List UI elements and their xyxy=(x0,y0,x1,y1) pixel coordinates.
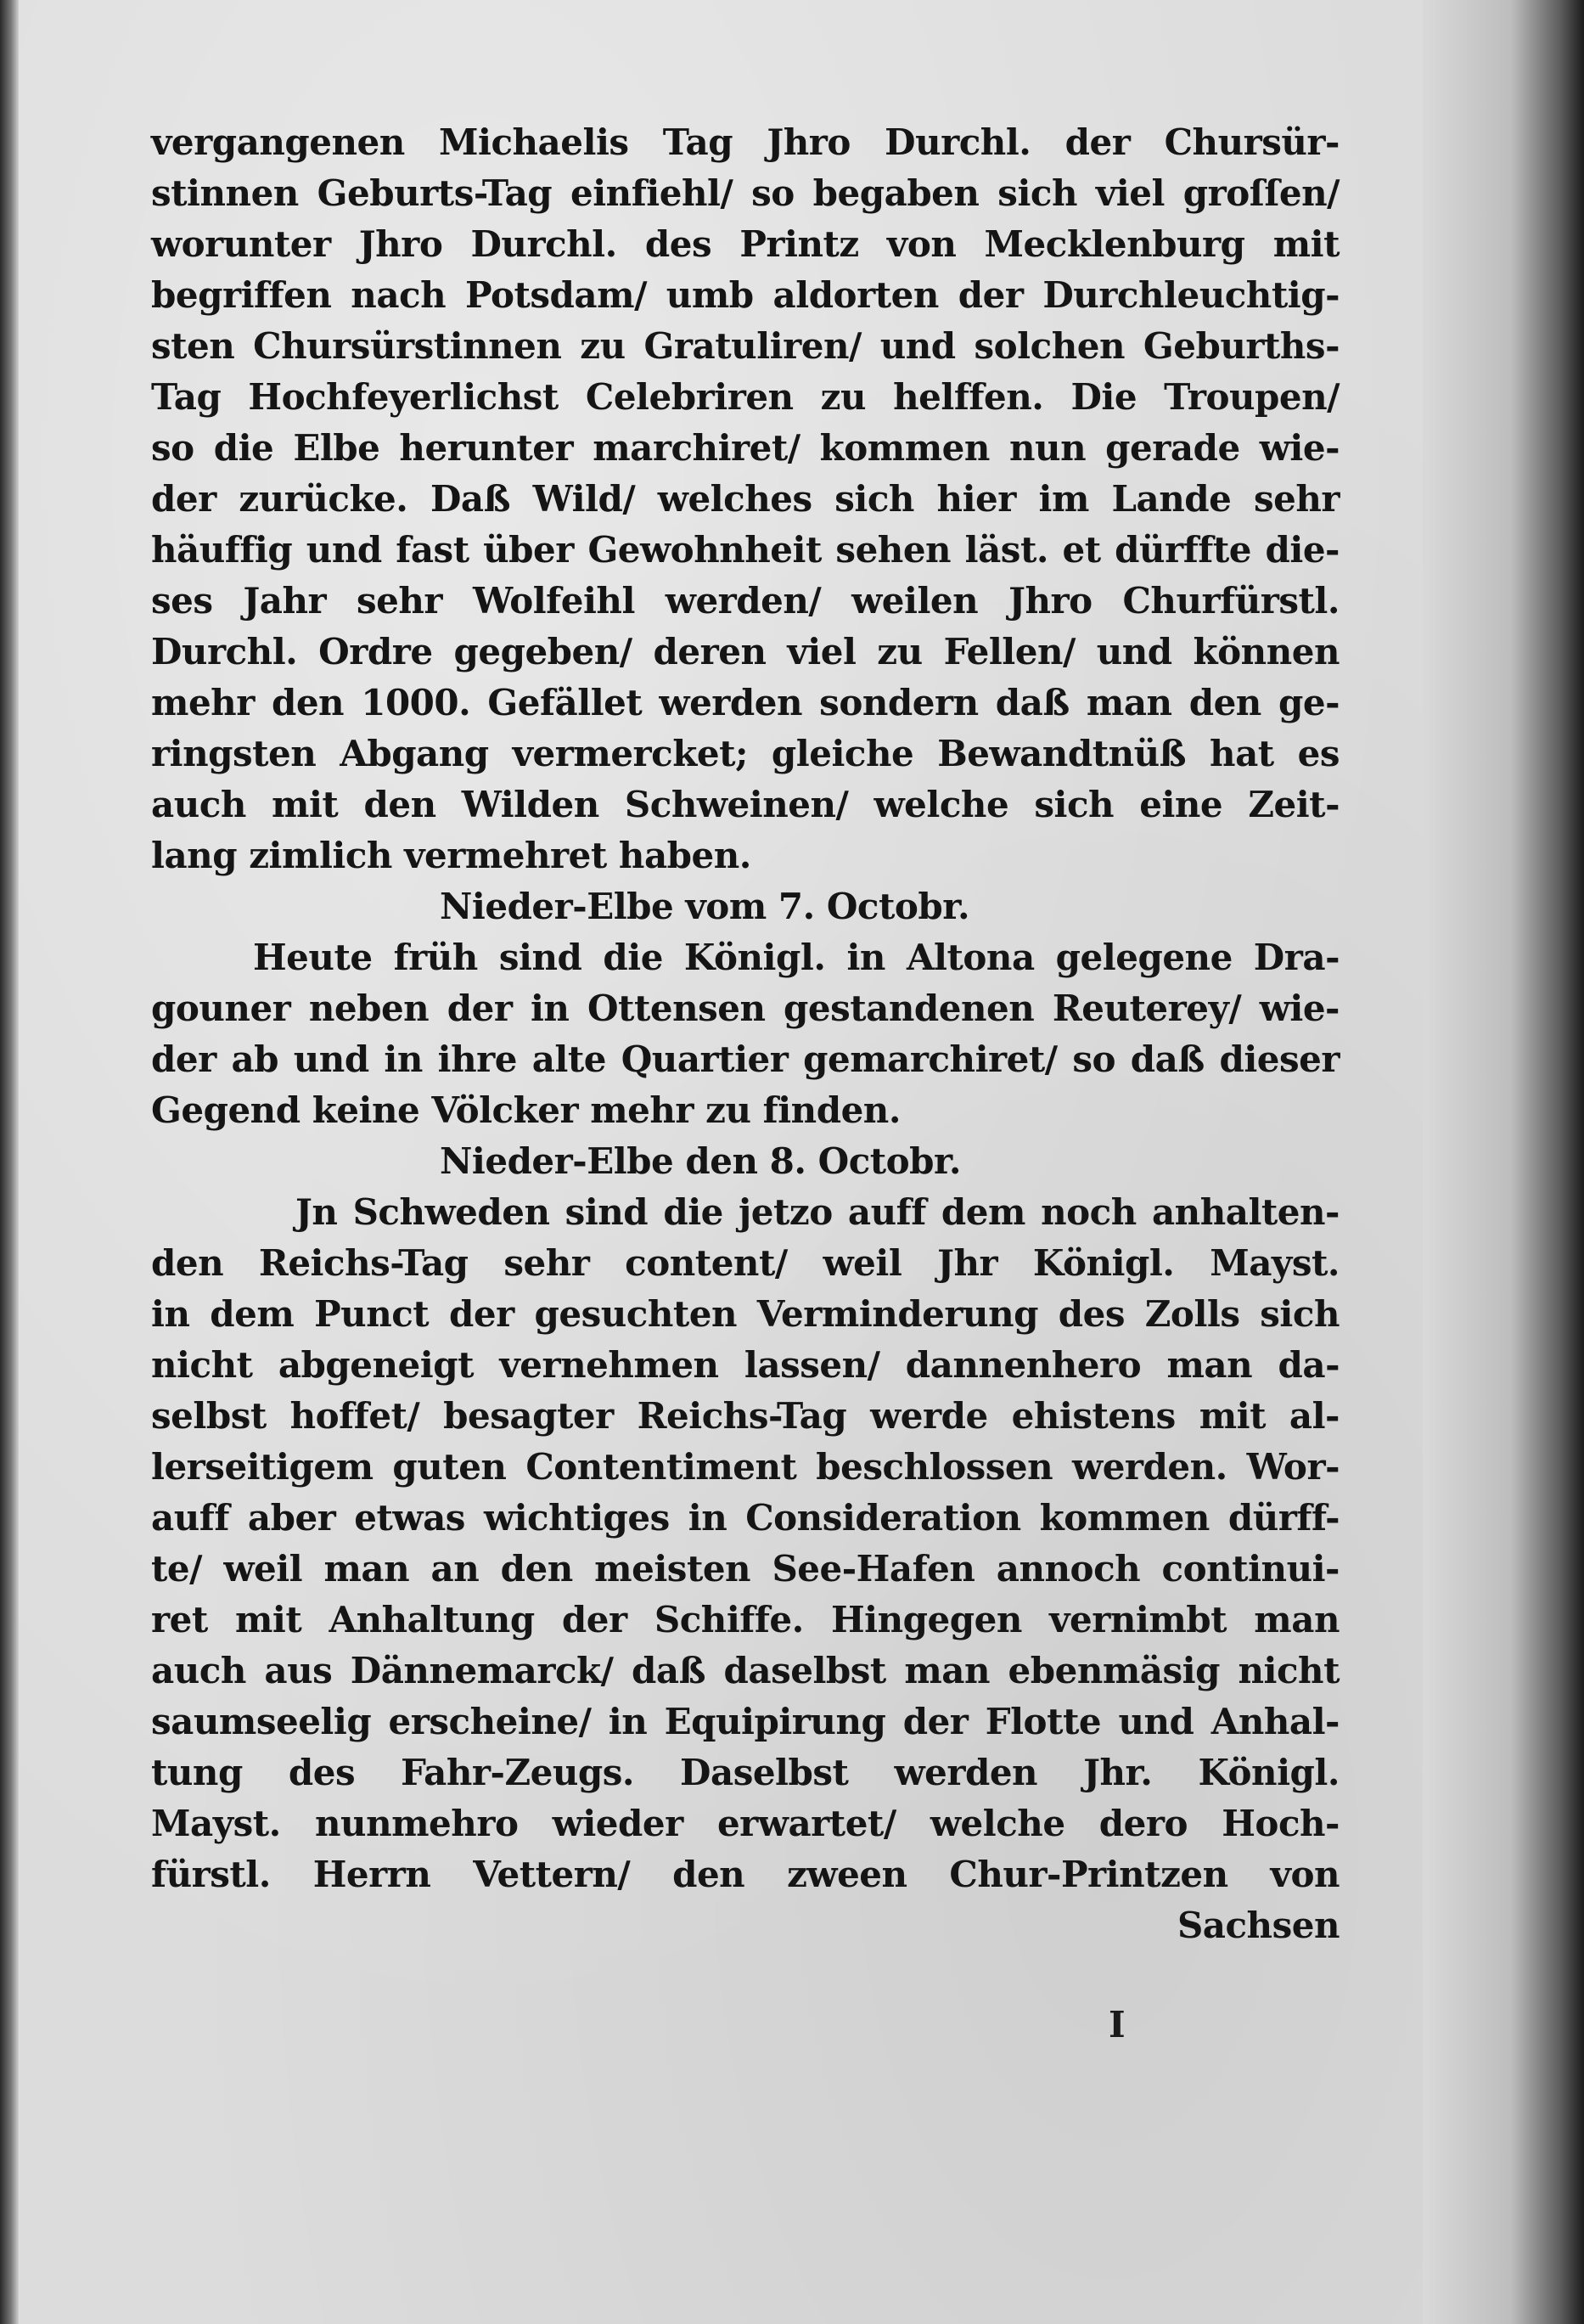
text-line: häuffig und fast über Gewohnheit sehen läst. et dürffte die- xyxy=(151,529,1340,571)
text-line: Tag Hochfeyerlichst Celebriren zu helffen. Die Troupen/ xyxy=(151,376,1340,418)
text-line: in dem Punct der gesuchten Verminderung des Zolls sich xyxy=(151,1293,1340,1335)
text-line: sten Chursürstinnen zu Gratuliren/ und solchen Geburths- xyxy=(151,325,1340,367)
text-line: der ab und in ihre alte Quartier gemarchiret/ so daß dieser xyxy=(151,1038,1340,1080)
text-line: der zurücke. Daß Wild/ welches sich hier im Lande sehr xyxy=(151,478,1340,520)
text-line: ret mit Anhaltung der Schiffe. Hingegen vernimbt man xyxy=(151,1599,1340,1640)
text-line: so die Elbe herunter marchiret/ kommen nun gerade wie- xyxy=(151,427,1340,469)
text-line: Jn Schweden sind die jetzo auff dem noch anhalten- xyxy=(295,1191,1340,1233)
text-block xyxy=(151,117,1340,1951)
text-line: auff aber etwas wichtiges in Consideration kommen dürff- xyxy=(151,1497,1340,1539)
text-line: fürstl. Herrn Vettern/ den zween Chur-Printzen von xyxy=(151,1854,1340,1895)
text-line: tung des Fahr-Zeugs. Daselbst werden Jhr. Königl. xyxy=(151,1752,1340,1793)
dateline-heading: Nieder-Elbe den 8. Octobr. xyxy=(440,1140,961,1182)
text-line: ses Jahr sehr Wolfeihl werden/ weilen Jhro Churfürstl. xyxy=(151,580,1340,622)
page-edge-left xyxy=(0,0,19,2324)
text-line: lerseitigem guten Contentiment beschlossen werden. Wor- xyxy=(151,1446,1340,1488)
text-line: ringsten Abgang vermercket; gleiche Bewandtnüß hat es xyxy=(151,733,1340,774)
text-line: Durchl. Ordre gegeben/ deren viel zu Fellen/ und können xyxy=(151,631,1340,672)
dateline-heading: Nieder-Elbe vom 7. Octobr. xyxy=(440,886,970,927)
text-line: stinnen Geburts-Tag einfiehl/ so begaben sich viel groſſen/ xyxy=(151,172,1340,214)
text-line: Heute früh sind die Königl. in Altona gelegene Dra- xyxy=(253,937,1340,978)
page-edge-right xyxy=(1423,0,1584,2324)
signature-mark: I xyxy=(1109,2004,1126,2045)
text-line: mehr den 1000. Gefället werden sondern daß man den ge- xyxy=(151,682,1340,723)
text-line: gouner neben der in Ottensen gestandenen Reuterey/ wie- xyxy=(151,988,1340,1029)
text-line: Mayst. nunmehro wieder erwartet/ welche dero Hoch- xyxy=(151,1803,1340,1844)
text-line: Gegend keine Völcker mehr zu finden. xyxy=(151,1089,901,1131)
text-line: nicht abgeneigt vernehmen lassen/ dannenhero man da- xyxy=(151,1344,1340,1386)
text-line: vergangenen Michaelis Tag Jhro Durchl. der Chursür- xyxy=(151,121,1340,163)
text-line: lang zimlich vermehret haben. xyxy=(151,835,751,876)
text-line: auch aus Dännemarck/ daß daselbst man ebenmäsig nicht xyxy=(151,1650,1340,1691)
text-line: begriffen nach Potsdam/ umb aldorten der Durchleuchtig- xyxy=(151,274,1340,316)
text-line: auch mit den Wilden Schweinen/ welche sich eine Zeit- xyxy=(151,784,1340,825)
text-line: den Reichs-Tag sehr content/ weil Jhr Königl. Mayst. xyxy=(151,1242,1340,1284)
catchword: Sachsen xyxy=(1177,1905,1340,1946)
text-line: selbst hoffet/ besagter Reichs-Tag werde ehistens mit al- xyxy=(151,1395,1340,1437)
text-line: worunter Jhro Durchl. des Printz von Mecklenburg mit xyxy=(151,223,1340,265)
text-line: saumseelig erscheine/ in Equipirung der Flotte und Anhal- xyxy=(151,1701,1340,1742)
text-line: te/ weil man an den meisten See-Hafen annoch continui- xyxy=(151,1548,1340,1590)
